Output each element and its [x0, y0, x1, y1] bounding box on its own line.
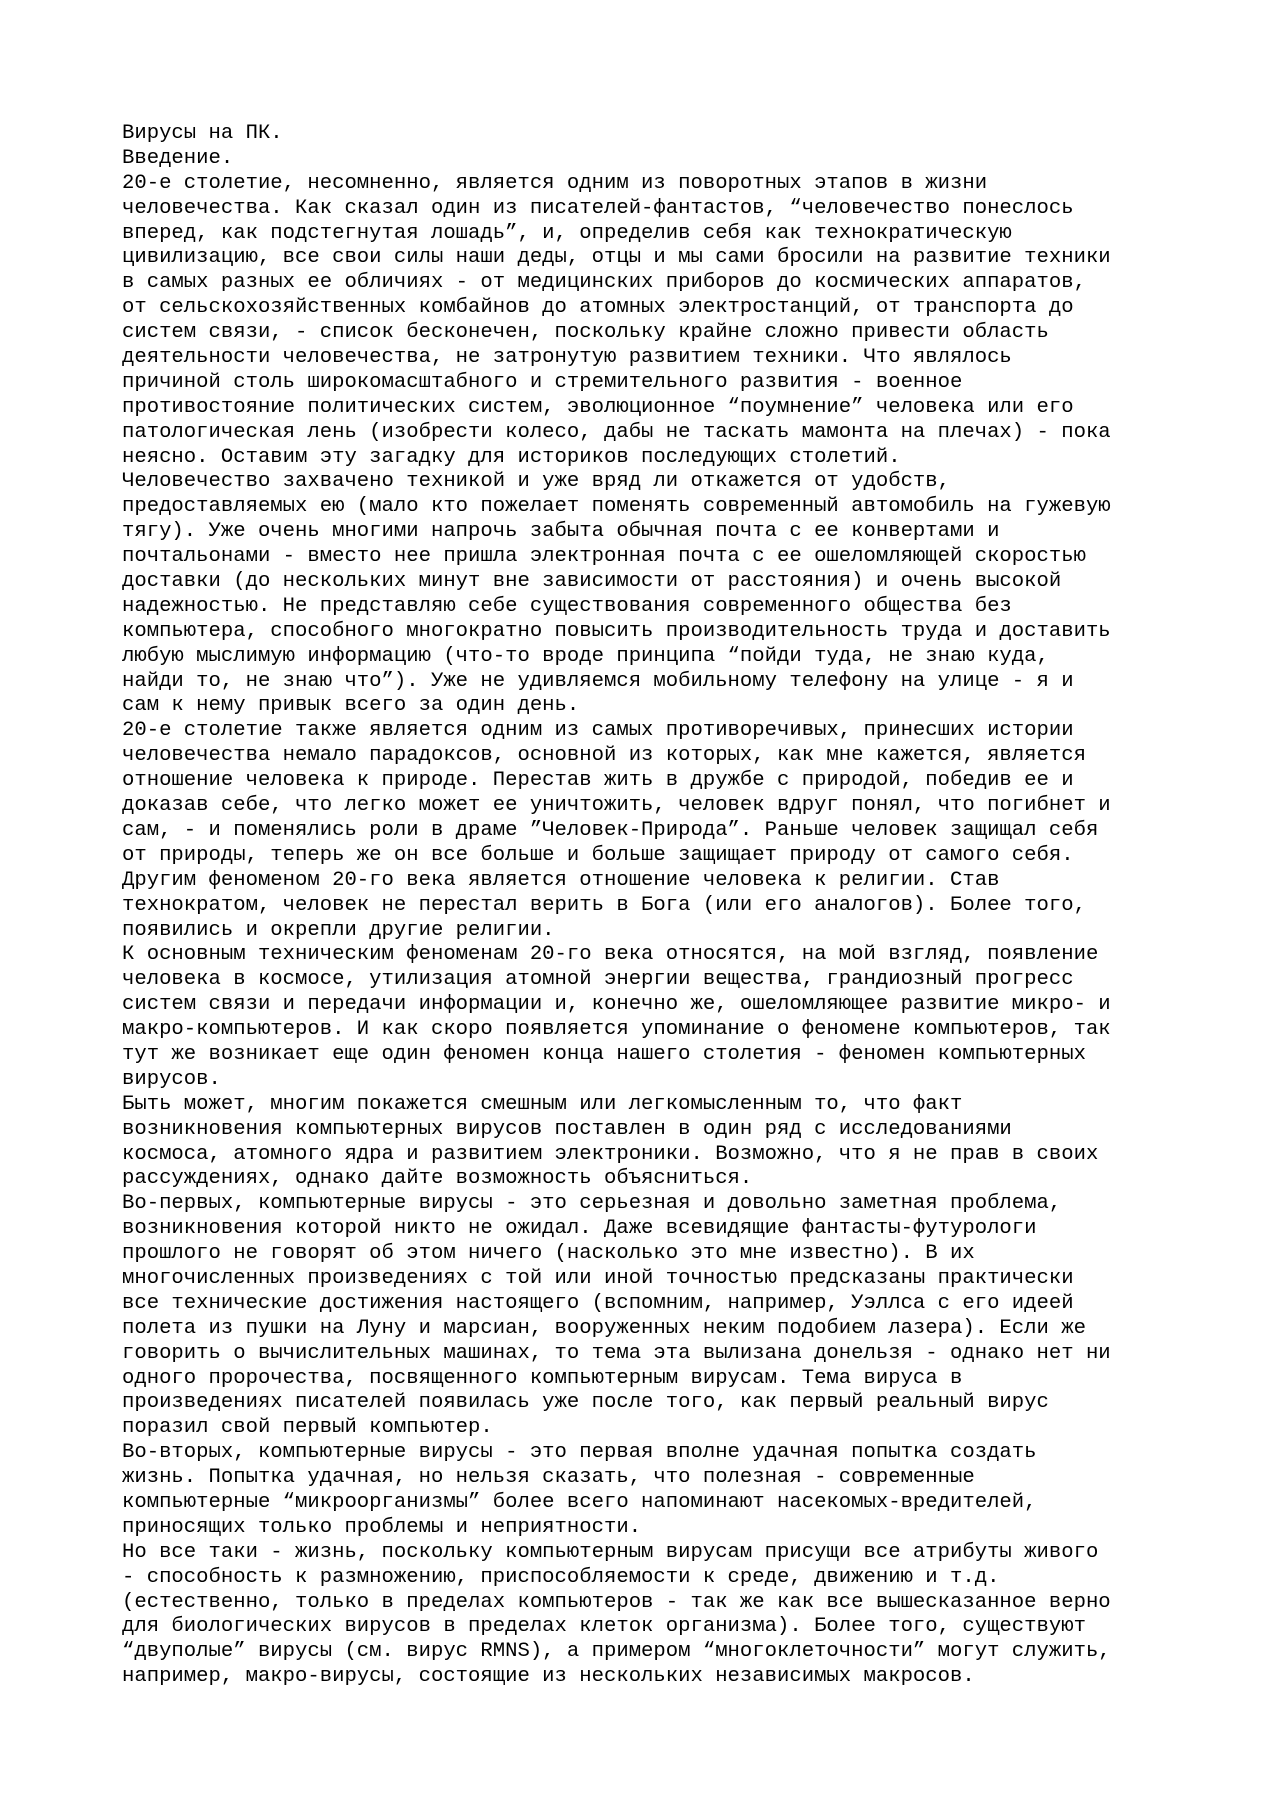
text-line: Но все таки - жизнь, поскольку компьютерным вирусам присущи все атрибуты живого — [122, 1540, 1099, 1564]
text-line: многочисленных произведениях с той или иной точностью предсказаны практически — [122, 1266, 1074, 1290]
text-line: человечества немало парадоксов, основной из которых, как мне кажется, является — [122, 744, 1086, 768]
text-line: технократом, человек не перестал верить в Бога (или его аналогов). Более того, — [122, 893, 1086, 917]
text-line: человека в космосе, утилизация атомной энергии вещества, грандиозный прогресс — [122, 968, 1074, 992]
text-line: - способность к размножению, приспособляемости к среде, движению и т.д. — [122, 1565, 1000, 1589]
text-line: поразил свой первый компьютер. — [122, 1416, 493, 1440]
text-line: предоставляемых ею (мало кто пожелает поменять современный автомобиль на гужевую — [122, 495, 1111, 519]
text-line: одного пророчества, посвященного компьютерным вирусам. Тема вируса в — [122, 1366, 963, 1390]
text-line: отношение человека к природе. Перестав жить в дружбе с природой, победив ее и — [122, 769, 1074, 793]
text-line: полета из пушки на Луну и марсиан, вооруженных неким подобием лазера). Если же — [122, 1316, 1086, 1340]
text-line: для биологических вирусов в пределах клеток организма). Более того, существуют — [122, 1615, 1086, 1639]
text-line: надежностью. Не представляю себе существования современного общества без — [122, 594, 1012, 618]
text-line: говорить о вычислительных машинах, то тема эта вылизана донельзя - однако нет ни — [122, 1341, 1111, 1365]
text-line: тягу). Уже очень многими напрочь забыта обычная почта с ее конвертами и — [122, 520, 1000, 544]
text-line: систем связи и передачи информации и, конечно же, ошеломляющее развитие микро- и — [122, 993, 1111, 1017]
text-line: Другим феноменом 20-го века является отношение человека к религии. Став — [122, 868, 1000, 892]
text-line: макро-компьютеров. И как скоро появляется упоминание о феномене компьютеров, так — [122, 1018, 1111, 1042]
text-line: противостояние политических систем, эволюционное “поумнение” человека или его — [122, 395, 1074, 419]
text-line: от природы, теперь же он все больше и больше защищает природу от самого себя. — [122, 843, 1074, 867]
text-line: найди то, не знаю что”). Уже не удивляемся мобильному телефону на улице - я и — [122, 669, 1074, 693]
text-line: (естественно, только в пределах компьютеров - так же как все вышесказанное верно — [122, 1590, 1111, 1614]
text-line: доставки (до нескольких минут вне зависимости от расстояния) и очень высокой — [122, 570, 1062, 594]
text-line: тут же возникает еще один феномен конца нашего столетия - феномен компьютерных — [122, 1042, 1086, 1066]
text-line: 20-е столетие, несомненно, является одним из поворотных этапов в жизни — [122, 171, 988, 195]
text-line: Человечество захвачено техникой и уже вряд ли откажется от удобств, — [122, 470, 951, 494]
text-line: причиной столь широкомасштабного и стремительного развития - военное — [122, 370, 963, 394]
text-line: патологическая лень (изобрести колесо, дабы не таскать мамонта на плечах) - пока — [122, 420, 1111, 444]
text-line: рассуждениях, однако дайте возможность объясниться. — [122, 1167, 753, 1191]
text-line: прошлого не говорят об этом ничего (насколько это мне известно). В их — [122, 1242, 975, 1266]
text-line: появились и окрепли другие религии. — [122, 918, 555, 942]
text-line: в самых разных ее обличиях - от медицинских приборов до космических аппаратов, — [122, 271, 1086, 295]
text-line: жизнь. Попытка удачная, но нельзя сказать, что полезная - современные — [122, 1466, 975, 1490]
text-line: сам к нему привык всего за один день. — [122, 694, 580, 718]
text-line: Быть может, многим покажется смешным или легкомысленным то, что факт — [122, 1092, 963, 1116]
text-line: Во-вторых, компьютерные вирусы - это первая вполне удачная попытка создать — [122, 1441, 1037, 1465]
text-line: компьютерные “микроорганизмы” более всего напоминают насекомых-вредителей, — [122, 1490, 1037, 1514]
text-line: Во-первых, компьютерные вирусы - это серьезная и довольно заметная проблема, — [122, 1192, 1062, 1216]
text-line: 20-е столетие также является одним из самых противоречивых, принесших истории — [122, 719, 1074, 743]
document-page — [122, 122, 1182, 1690]
text-line: произведениях писателей появилась уже после того, как первый реальный вирус — [122, 1391, 1049, 1415]
text-line: доказав себе, что легко может ее уничтожить, человек вдруг понял, что погибнет и — [122, 794, 1111, 818]
document-title: Вирусы на ПК. — [122, 122, 283, 145]
text-line: космоса, атомного ядра и развитием электроники. Возможно, что я не прав в своих — [122, 1142, 1099, 1166]
text-line: все технические достижения настоящего (вспомним, например, Уэллса с его идеей — [122, 1291, 1074, 1315]
section-heading: Введение. — [122, 146, 234, 170]
text-line: человечества. Как сказал один из писателей-фантастов, “человечество понеслось — [122, 196, 1074, 220]
text-line: вирусов. — [122, 1067, 221, 1091]
text-line: почтальонами - вместо нее пришла электронная почта с ее ошеломляющей скоростью — [122, 545, 1086, 569]
text-line: любую мыслимую информацию (что-то вроде принципа “пойди туда, не знаю куда, — [122, 644, 1049, 668]
text-line: “двуполые” вирусы (см. вирус RMNS), а примером “многоклеточности” могут служить, — [122, 1640, 1111, 1664]
text-line: от сельскохозяйственных комбайнов до атомных электростанций, от транспорта до — [122, 296, 1074, 320]
text-line: возникновения компьютерных вирусов поставлен в один ряд с исследованиями — [122, 1117, 1012, 1141]
text-line: возникновения которой никто не ожидал. Даже всевидящие фантасты-футурологи — [122, 1217, 1037, 1241]
text-line: неясно. Оставим эту загадку для историков последующих столетий. — [122, 445, 901, 469]
text-line: например, макро-вирусы, состоящие из нескольких независимых макросов. — [122, 1665, 975, 1689]
text-line: компьютера, способного многократно повысить производительность труда и доставить — [122, 619, 1111, 643]
text-line: К основным техническим феноменам 20-го века относятся, на мой взгляд, появление — [122, 943, 1099, 967]
text-line: деятельности человечества, не затронутую развитием техники. Что являлось — [122, 346, 1012, 370]
text-line: вперед, как подстегнутая лошадь”, и, определив себя как технократическую — [122, 221, 1012, 245]
text-line: систем связи, - список бесконечен, поскольку крайне сложно привести область — [122, 321, 1049, 345]
text-line: приносящих только проблемы и неприятности. — [122, 1515, 642, 1539]
text-line: цивилизацию, все свои силы наши деды, отцы и мы сами бросили на развитие техники — [122, 246, 1111, 270]
text-line: сам, - и поменялись роли в драме ”Человек-Природа”. Раньше человек защищал себя — [122, 818, 1099, 842]
